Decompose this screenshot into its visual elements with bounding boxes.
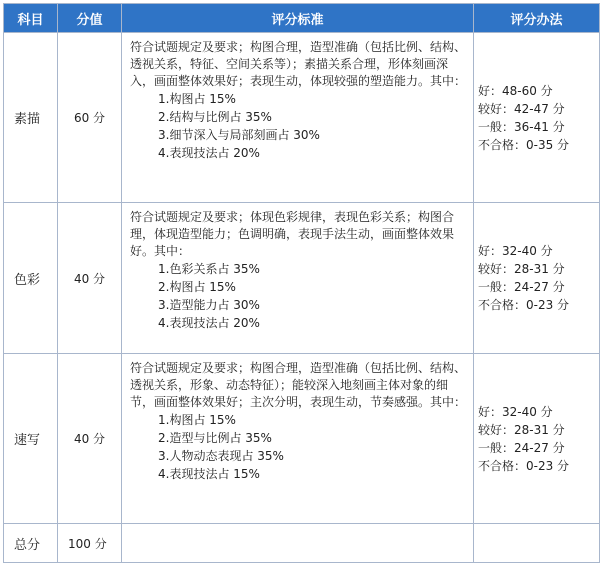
criteria-description: 符合试题规定及要求；体现色彩规律，表现色彩关系；构图合理，体现造型能力；色调明确，表现手法生动，画面整体效果好。其中： — [130, 210, 455, 258]
criteria-description: 符合试题规定及要求；构图合理，造型准确（包括比例、结构、透视关系，形象、动态特征）；能较深入地刻画主体对象的细节，画面整体效果好；主次分明，表现生动，节奏感强。其中： — [130, 361, 467, 409]
criteria-description: 符合试题规定及要求；构图合理，造型准确（包括比例、结构、透视关系，特征、空间关系等）；素描关系合理，形体刻画深入，画面整体效果好；表现生动，体现较强的塑造能力。其中： — [130, 40, 467, 88]
criteria-item: 2.结构与比例占 35% — [158, 110, 272, 124]
scoring-table — [3, 3, 600, 563]
score-cell: 60 分 — [58, 33, 122, 203]
grade-line: 不合格：0-35 分 — [478, 137, 570, 152]
criteria-item: 4.表现技法占 15% — [158, 467, 260, 481]
table-header — [4, 4, 600, 33]
subject-cell: 色彩 — [4, 203, 58, 354]
total-criteria-empty — [122, 524, 474, 563]
header-score: 分值 — [58, 4, 122, 33]
method-cell — [474, 33, 600, 203]
table-row — [4, 33, 600, 203]
criteria-item: 4.表现技法占 20% — [158, 316, 260, 330]
method-cell — [474, 354, 600, 524]
subject-cell: 速写 — [4, 354, 58, 524]
criteria-item: 3.细节深入与局部刻画占 30% — [158, 128, 320, 142]
grade-line: 好：32-40 分 — [478, 244, 553, 258]
subject-cell: 素描 — [4, 33, 58, 203]
grade-line: 较好：28-31 分 — [478, 262, 565, 276]
total-label: 总分 — [4, 524, 58, 563]
grade-line: 好：48-60 分 — [478, 83, 553, 98]
score-cell: 40 分 — [58, 354, 122, 524]
total-method-empty — [474, 524, 600, 563]
criteria-item: 1.构图占 15% — [158, 413, 236, 427]
header-subject: 科目 — [4, 4, 58, 33]
table-row — [4, 354, 600, 524]
header-method: 评分办法 — [474, 4, 600, 33]
method-cell — [474, 203, 600, 354]
criteria-item: 1.构图占 15% — [158, 92, 236, 106]
criteria-items — [130, 90, 467, 162]
grade-line: 较好：28-31 分 — [478, 422, 565, 437]
total-score: 100 分 — [58, 524, 122, 563]
grade-line: 较好：42-47 分 — [478, 101, 565, 116]
grade-line: 一般：24-27 分 — [478, 440, 565, 455]
table-row — [4, 203, 600, 354]
criteria-item: 1.色彩关系占 35% — [158, 262, 260, 276]
grade-line: 不合格：0-23 分 — [478, 458, 570, 473]
header-criteria: 评分标准 — [122, 4, 474, 33]
grade-line: 一般：24-27 分 — [478, 280, 565, 294]
criteria-cell — [122, 203, 474, 354]
grade-line: 不合格：0-23 分 — [478, 298, 570, 312]
criteria-cell — [122, 33, 474, 203]
criteria-cell — [122, 354, 474, 524]
total-row — [4, 524, 600, 563]
criteria-item: 4.表现技法占 20% — [158, 146, 260, 160]
criteria-items — [130, 411, 467, 483]
criteria-item: 3.造型能力占 30% — [158, 298, 260, 312]
criteria-item: 2.构图占 15% — [158, 280, 236, 294]
criteria-item: 3.人物动态表现占 35% — [158, 449, 284, 463]
score-cell: 40 分 — [58, 203, 122, 354]
grade-line: 一般：36-41 分 — [478, 119, 565, 134]
criteria-item: 2.造型与比例占 35% — [158, 431, 272, 445]
criteria-items — [130, 260, 467, 332]
grade-line: 好：32-40 分 — [478, 404, 553, 419]
